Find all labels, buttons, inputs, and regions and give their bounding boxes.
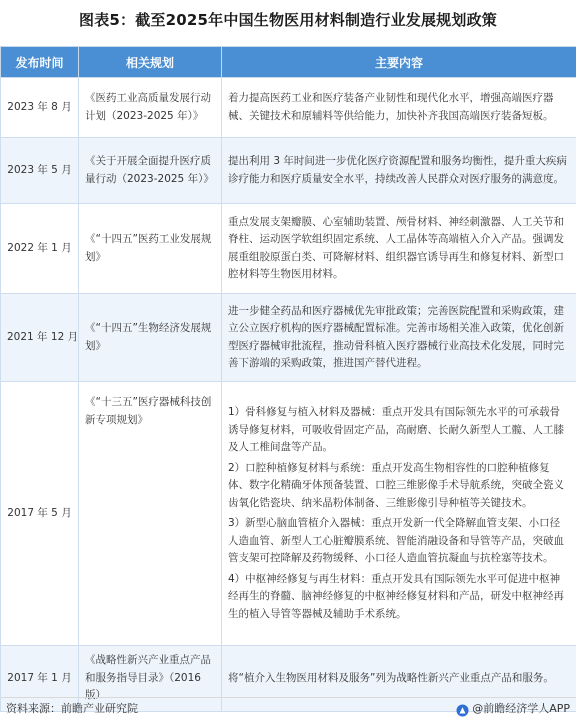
- row-plan: 《战略性新兴产业重点产品和服务指导目录》（2016 版）: [79, 646, 222, 712]
- row-content: [222, 294, 576, 382]
- table-row: [1, 382, 576, 646]
- row-date: 2017 年 1 月: [1, 646, 79, 712]
- content-item: 1）骨科修复与植入材料及器械：重点开发具有国际领先水平的可承载骨诱导修复材料，可吸收骨固定产品，高耐磨、长耐久新型人工髋、人工膝及人工椎间盘等产品。: [228, 406, 564, 453]
- header-plan: 相关规划: [79, 47, 222, 78]
- row-date: 2021 年 12 月: [1, 294, 79, 382]
- content-item: 将“植介入生物医用材料及服务”列为战略性新兴产业重点产品和服务。: [228, 671, 554, 684]
- row-content: [222, 204, 576, 294]
- table-header-row: [1, 47, 576, 78]
- row-date: 2023 年 8 月: [1, 78, 79, 138]
- row-content: [222, 382, 576, 646]
- source-note: 资料来源：前瞻产业研究院: [6, 702, 138, 715]
- content-item: 提出利用 3 年时间进一步优化医疗资源配置和服务均衡性，提升重大疾病诊疗能力和医疗质量安全水平，持续改善人民群众对医疗服务的满意度。: [228, 155, 567, 185]
- content-item: 着力提高医药工业和医疗装备产业韧性和现代化水平，增强高端医疗器械、关键技术和原辅料等供给能力，加快补齐我国高端医疗装备短板。: [228, 92, 554, 122]
- table-row: [1, 78, 576, 138]
- brand-label: @前瞻经济学人APP: [472, 702, 570, 715]
- row-plan: 《“十三五”医疗器械科技创新专项规划》: [79, 382, 222, 646]
- table-row: [1, 204, 576, 294]
- row-content: [222, 138, 576, 204]
- header-content: 主要内容: [222, 47, 576, 78]
- row-plan: 《关于开展全面提升医疗质量行动（2023-2025 年）》: [79, 138, 222, 204]
- footer: [0, 697, 576, 720]
- row-plan: 《“十四五”生物经济发展规划》: [79, 294, 222, 382]
- content-item: 重点发展支架瓣膜、心室辅助装置、颅骨材料、神经刺激器、人工关节和脊柱、运动医学软组织固定系统、人工晶体等高端植入介入产品。强调发展重组胶原蛋白类、可降解材料、组织器官诱导再生和修复材料、新型口腔材料等生物医用材料。: [228, 215, 564, 280]
- page-title: 图表5：截至2025年中国生物医用材料制造行业发展规划政策: [79, 11, 497, 29]
- table-row: [1, 138, 576, 204]
- policy-table: [0, 46, 576, 712]
- row-date: 2023 年 5 月: [1, 138, 79, 204]
- header-date: 发布时间: [1, 47, 79, 78]
- brand-credit: [456, 698, 570, 720]
- row-date: 2022 年 1 月: [1, 204, 79, 294]
- table-row: [1, 294, 576, 382]
- content-item: 3）新型心脑血管植介入器械：重点开发新一代全降解血管支架、小口径人造血管、新型人工心脏瓣膜系统、智能消融设备和导管等产品，突破血管支架可控降解及药物缓释、小口径人造血管抗凝血与抗栓塞等技术。: [228, 517, 564, 564]
- row-content: [222, 78, 576, 138]
- content-item: 4）中枢神经修复与再生材料：重点开发具有国际领先水平可促进中枢神经再生的脊髓、脑神经修复的中枢神经修复材料和产品，研发中枢神经再生的植入导管等器械及辅助手术系统。: [228, 572, 564, 620]
- content-item: 进一步健全药品和医疗器械优先审批政策；完善医院配置和采购政策，建立公立医疗机构的医疗器械配置标准。完善市场相关准入政策，优化创新型医疗器械审批流程，推动骨科植入医疗器械行业高技术化发展，同时完善下游端的采购政策，推进国产替代进程。: [228, 304, 564, 369]
- row-plan: 《“十四五”医药工业发展规划》: [79, 204, 222, 294]
- prospective-economist-app-icon: [456, 703, 469, 716]
- row-plan: 《医药工业高质量发展行动计划（2023-2025 年）》: [79, 78, 222, 138]
- content-item: 2）口腔种植修复材料与系统：重点开发高生物相容性的口腔种植修复体、数字化精确牙体预备装置、口腔三维影像手术导航系统，突破全瓷义齿氧化锆瓷块、纳米晶粉体制备、三维影像引导种植等关键技术。: [228, 461, 564, 509]
- row-date: 2017 年 5 月: [1, 382, 79, 646]
